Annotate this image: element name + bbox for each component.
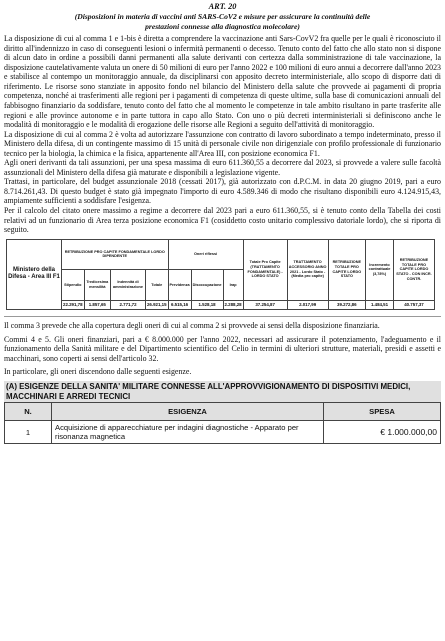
group-header-oneri: Oneri riflessi [168, 239, 243, 270]
paragraph-budget: Trattasi, in particolare, del budget assunzionale 2018 (cessati 2017), già autorizzato con d.P.C.M. in data 20 giugno 2019, pari a euro 8.714.261,43. Di questo budget è stato già impegnato l'importo di euro 4.589.346 di modo che risultano disponibili euro 4.124.915,43, ampiamente sufficienti a soddisfare l'esigenza. [4, 177, 441, 206]
cost-table-row-header: Ministero della Difesa - Area III F1 [7, 239, 62, 310]
val-stipendio: 22.291,78 [62, 300, 85, 310]
col-disoccupazione: Disoccupazione [191, 270, 223, 301]
val-trattamento-accessorio: 2.017,99 [287, 300, 328, 310]
val-disoccupazione: 1.528,18 [191, 300, 223, 310]
val-indennita: 2.771,72 [111, 300, 146, 310]
col-stipendio: Stipendio [62, 270, 85, 301]
col-incremento: Incremento contrattuale (3,78%) [366, 239, 394, 300]
val-tredicesima: 1.857,65 [84, 300, 111, 310]
divider [4, 316, 441, 317]
group-header-retribuzione: RETRIBUZIONE PRO CAPITE FONDAMENTALE LORDO DIPENDENTE [62, 239, 169, 270]
col-previdenza: Previdenza [168, 270, 191, 301]
val-previdenza: 6.515,16 [168, 300, 191, 310]
article-subtitle-line1: (Disposizioni in materia di vaccini anti SARS-CoV2 e misure per assicurare la continuità delle [74, 12, 371, 21]
paragraph-esigenze: In particolare, gli oneri discendono dalle seguenti esigenze. [4, 367, 192, 377]
col-retribuzione-totale: RETRIBUZIONE TOTALE PRO CAPITE LORDO STATO [328, 239, 366, 300]
col-tredicesima: Tredicesima mensilità [84, 270, 111, 301]
esigenze-table [4, 402, 441, 444]
section-a-title: (A) ESIGENZE DELLA SANITA' MILITARE CONNESSE ALL'APPROVVIGIONAMENTO DI DISPOSITIVI MEDICI, MACCHINARI E ARREDI TECNICI [4, 381, 441, 402]
val-retribuzione-totale: 39.272,86 [328, 300, 366, 310]
val-totale: 26.921,15 [145, 300, 168, 310]
esigenze-cell-esigenza: Acquisizione di apparecchiature per indagini diagnostiche - Apparato per risonanza magnetica [52, 421, 324, 444]
val-retribuzione-contr: 40.757,37 [393, 300, 434, 310]
col-indennita: Indennità di amministrazione [111, 270, 146, 301]
col-trattamento-accessorio: TRATTAMENTO ACCESSORIO ANNO 2021 - Lordo Stato - (Media pro capite) [287, 239, 328, 300]
article-subtitle-line2: prestazioni connesse alla diagnostica molecolare) [145, 21, 300, 31]
paragraph-comma-2: La disposizione di cui al comma 2 è volta ad autorizzare l'assunzione con contratto di lavoro subordinato a tempo indeterminato, presso il Ministero della difesa, di un contingente massimo di 15 unità di personale civile non dirigenziale con profilo professionale di funzionario tecnico per la biologia, la chimica e la fisica, appartenente all'Area III, con posizione economica F1. [4, 129, 441, 158]
document-page [4, 2, 441, 444]
col-totale-pro-capite: Totale Pro Capite (TRATTAMENTO FONDAMENTALE) - LORDO STATO [243, 239, 287, 300]
esigenze-cell-spesa: € 1.000.000,00 [324, 421, 441, 444]
table-row [5, 421, 441, 444]
cost-table [6, 239, 435, 311]
esigenze-cell-n: 1 [5, 421, 52, 444]
paragraph-calcolo: Per il calcolo del citato onere massimo a regime a decorrere dal 2023 pari a euro 611.360,55, si è tenuto conto della Tabella dei costi relativi ad un funzionario di Area terza posizione economica F1 (cosiddetto costo unitario complessivo datoriale lordo), che si riporta di seguito. [4, 206, 441, 235]
val-totale-pro-capite: 37.254,87 [243, 300, 287, 310]
article-title: ART. 20 [208, 2, 237, 11]
paragraph-oneri: Agli oneri derivanti da tali assunzioni, per una spesa massima di euro 611.360,55 a decorrere dal 2023, si provvede a valere sulle facoltà assunzionali del Ministero della difesa già maturate e disponibili a legislazione vigente. [4, 158, 441, 177]
esigenze-header-n: N. [5, 403, 52, 421]
col-irap: Irap [223, 270, 243, 301]
paragraph-comma-3: Il comma 3 prevede che alla copertura degli oneri di cui al comma 2 si provvede ai sensi della disposizione finanziaria. [4, 321, 380, 331]
col-retribuzione-contr: RETRIBUZIONE TOTALE PRO CAPITE LORDO STATO - CON INCR. CONTR. [393, 239, 434, 300]
esigenze-header-spesa: SPESA [324, 403, 441, 421]
paragraph-commi-4-5: Commi 4 e 5. Gli oneri finanziari, pari a € 8.000.000 per l'anno 2022, necessari ad assicurare il potenziamento, l'adeguamento e il funzionamento della Sanità militare e del Dipartimento scientifico del Celio in termini di ulteriori strutture, materiali, presidi e assetti e macchinari, sono coperti ai sensi dell'articolo 32. [4, 334, 441, 363]
col-totale: Totale [145, 270, 168, 301]
val-incremento: 1.484,51 [366, 300, 394, 310]
val-irap: 2.288,28 [223, 300, 243, 310]
esigenze-header-esigenza: ESIGENZA [52, 403, 324, 421]
paragraph-comma-1: La disposizione di cui al comma 1 e 1-bis è diretta a comprendere la vaccinazione anti Sars-CovV2 fra quelle per le quali è riconosciuto il diritto all'indennizzo in caso di conseguenti lesioni o infermità permanenti o decesso. Tenuto conto del fatto che allo stato non si dispone di alcun dato in ordine a possibili danni permanenti alla salute derivanti con certezza dalla somministrazione di tale vaccinazione, la disposizione cautelativamente valuta un onere di 50 milioni di euro per l'anno 2022 e 100 milioni di euro annui a decorrere dall'anno 2023 e stabilisce al contempo un monitoraggio annuale, da disciplinarsi con apposito decreto interministeriale, allo scopo di disporre dati di riferimento. Le risorse sono stanziate in apposito fondo nel bilancio del Ministero della salute che provvede ai pagamenti di propria competenza, nonché ai trasferimenti alle regioni per i pagamenti di competenza di queste ultime, sulla base di comunicazioni annuali del fabbisogno finanziario da soddisfare, tenuto conto del fatto che al momento le competenze in tale ambito risultano in parte trasferite alle regioni e alle province autonome e in parte tuttora in capo allo Stato. Con uno o più decreti interministeriali si definiscono anche le modalità di monitoraggio e le modalità di erogazione delle risorse alle Regioni a seguito dell'attività di monitoraggio. [4, 34, 441, 130]
